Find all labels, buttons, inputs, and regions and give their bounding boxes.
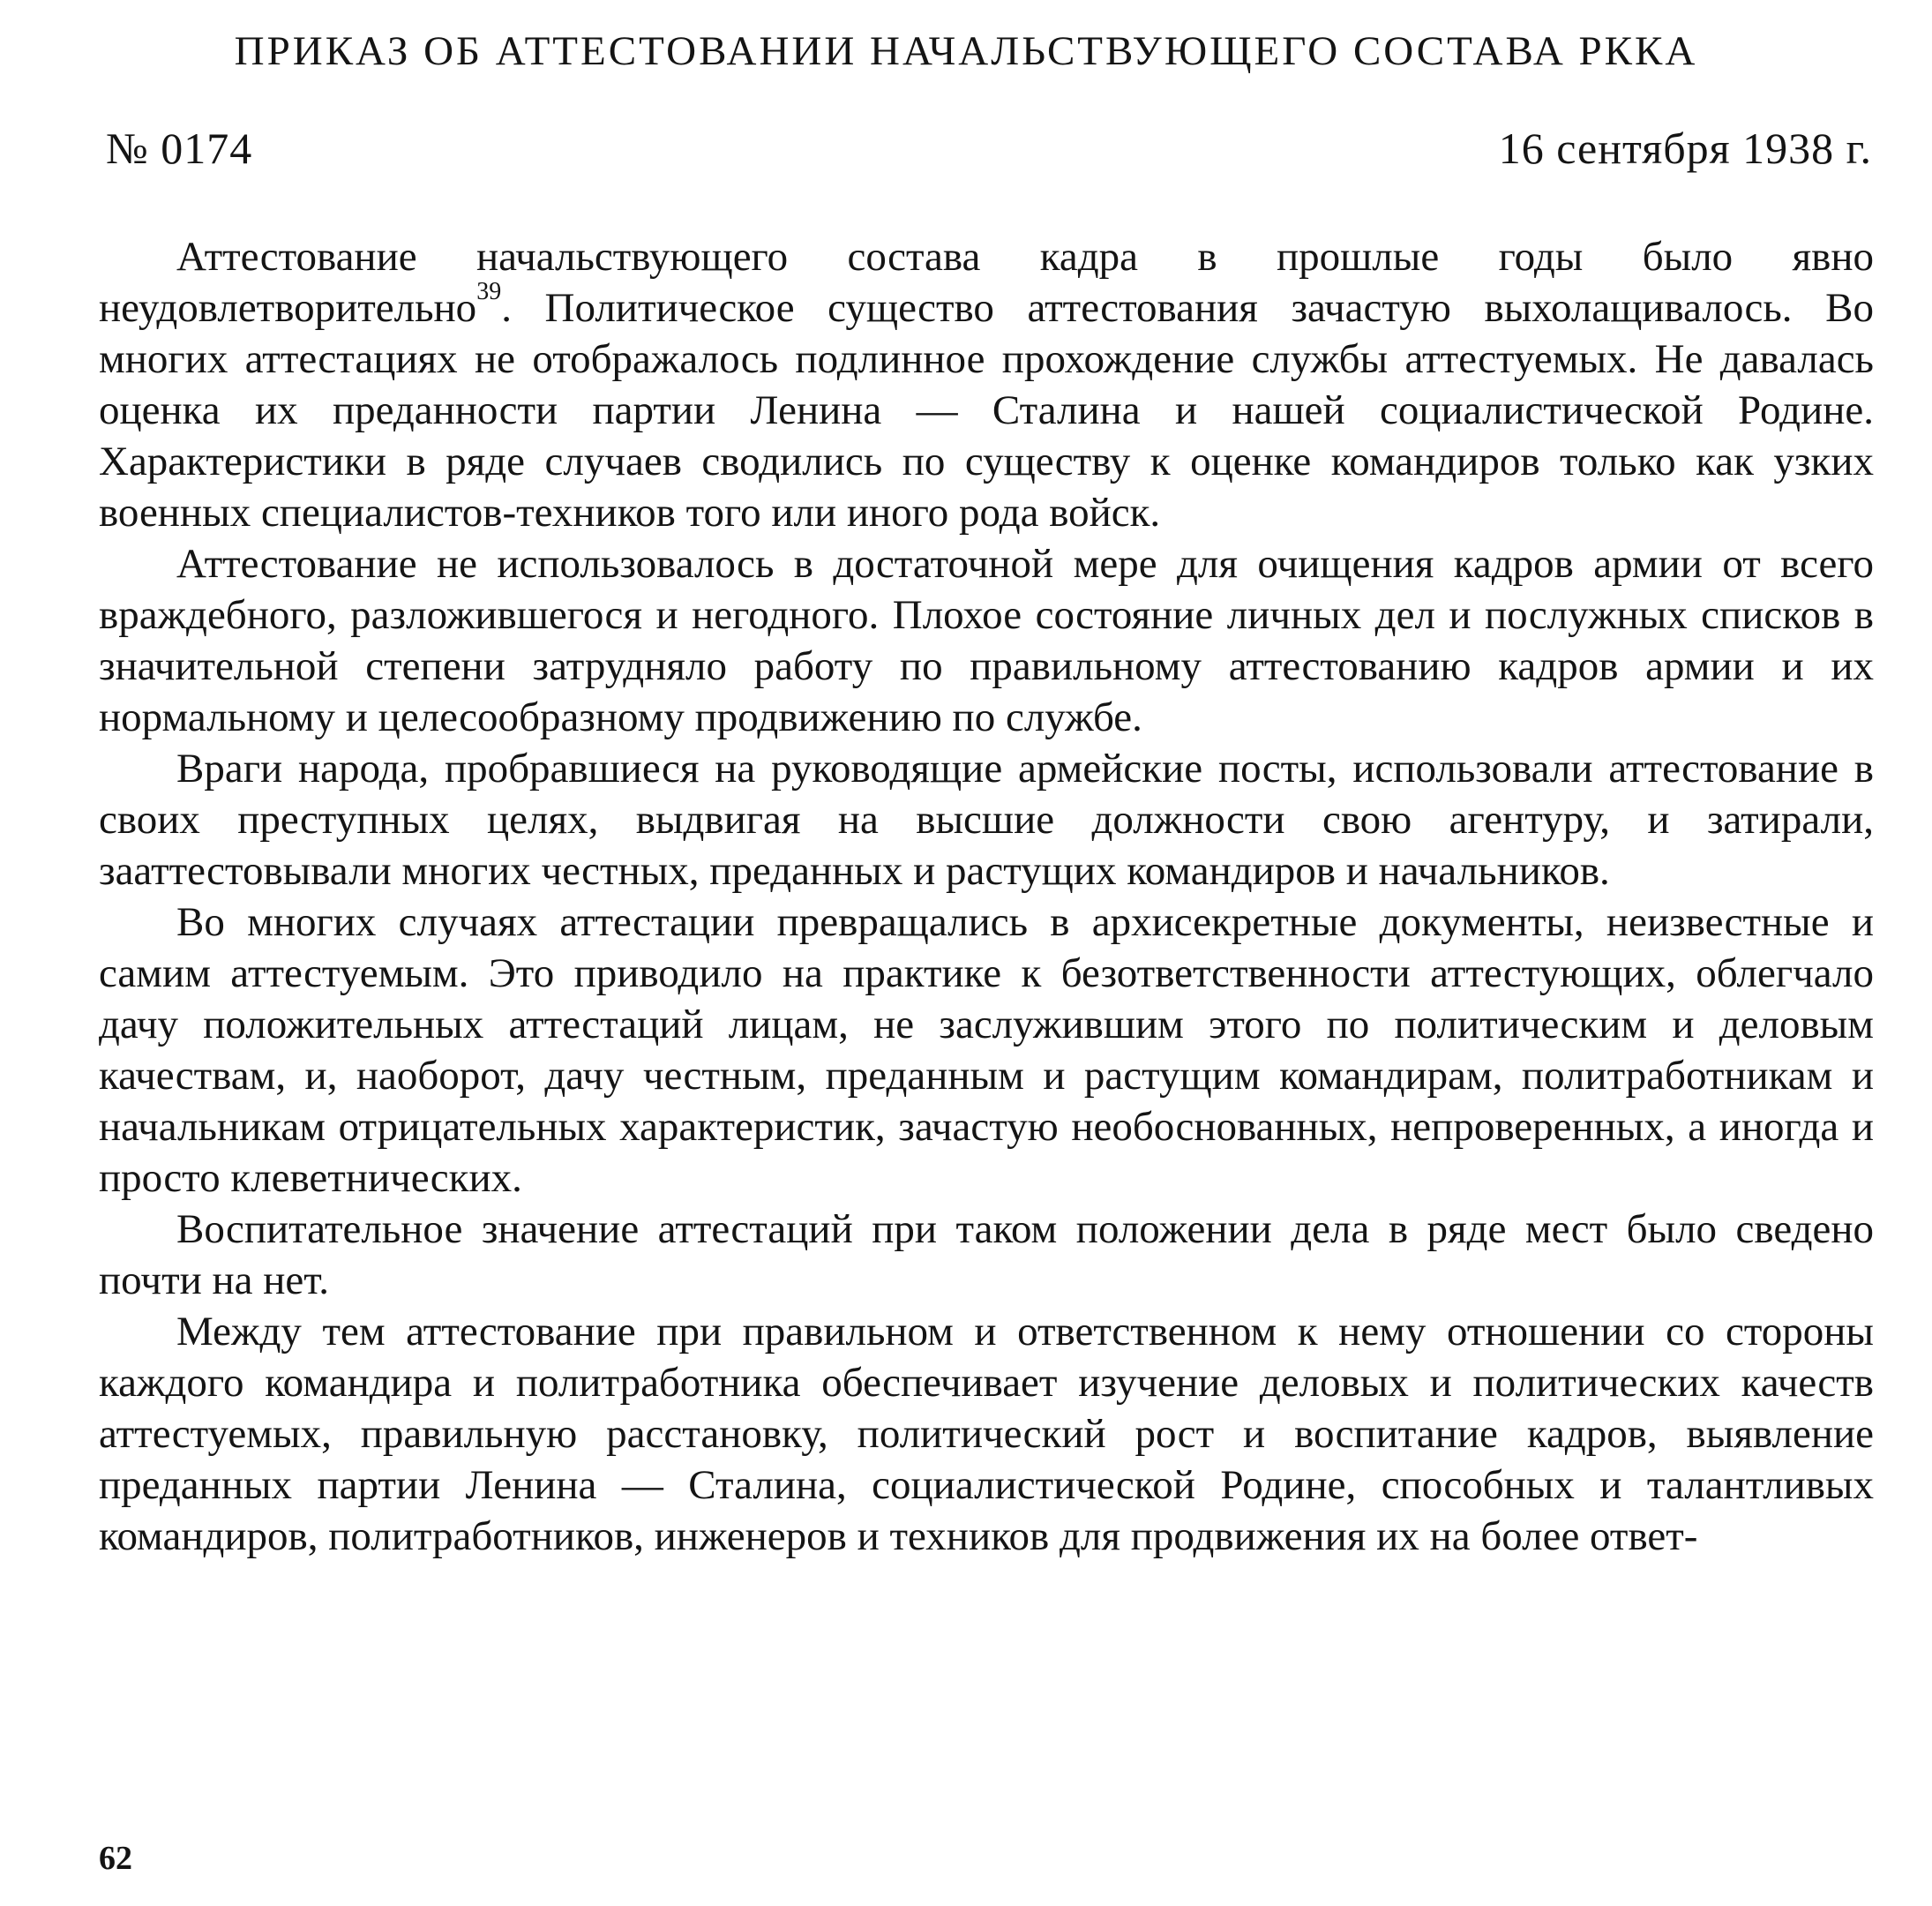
order-date: 16 сентября 1938 г. [1498,124,1872,173]
paragraph-2: Аттестование не использовалось в достаточной мере для очищения кадров армии от всего враждебного, разложившегося и негодного. Плохое состояние личных дел и послужных списков в значительной степени затрудняло работу по правильному аттестованию кадров армии и их нормальному и целесообразному продвижению по службе. [99,541,1874,740]
paragraph-4: Во многих случаях аттестации превращались в архисекретные документы, неизвестные и самим аттестуемым. Это приводило на практике к безответственности аттестующих, облегчало дачу положительных аттестаций лицам, не заслужившим этого по политическим и деловым качествам, и, наоборот, дачу честным, преданным и растущим командирам, политработникам и начальникам отрицательных характеристик, зачастую необоснованных, непроверенных, а иногда и просто клеветнических. [99,899,1874,1201]
footnote-reference: 39 [476,277,502,305]
document-title: ПРИКАЗ ОБ АТТЕСТОВАНИИ НАЧАЛЬСТВУЮЩЕГО СОСТАВА РККА [234,28,1698,74]
document-body [99,231,1874,1562]
paragraph-1-text-start: Аттестование начальствующего состава кадра в прошлые годы было явно неудовлетворительно [99,234,1874,331]
paragraph-1-text-end: . Политическое существо аттестования зачастую выхолащивалось. Во многих аттестациях не отображалось подлинное прохождение службы аттестуемых. Не давалась оценка их преданности партии Ленина — Сталина и нашей социалистической Родине. Характеристики в ряде случаев сводились по существу к оценке командиров только как узких военных специалистов-техников того или иного рода войск. [99,285,1874,536]
page-number: 62 [99,1840,132,1877]
paragraph-1 [99,231,1874,538]
paragraph-5: Воспитательное значение аттестаций при таком положении дела в ряде мест было сведено почти на нет. [99,1206,1874,1303]
document-meta [106,122,1872,175]
paragraph-3: Враги народа, пробравшиеся на руководящие армейские посты, использовали аттестование в своих преступных целях, выдвигая на высшие должности свою агентуру, и затирали, зааттестовывали многих честных, преданных и растущих командиров и начальников. [99,746,1874,894]
paragraph-6: Между тем аттестование при правильном и ответственном к нему отношении со стороны каждого командира и политработника обеспечивает изучение деловых и политических качеств аттестуемых, правильную расстановку, политический рост и воспитание кадров, выявление преданных партии Ленина — Сталина, социалистической Родине, способных и талантливых командиров, политработников, инженеров и техников для продвижения их на более ответ- [99,1309,1874,1559]
order-number: № 0174 [106,124,253,173]
